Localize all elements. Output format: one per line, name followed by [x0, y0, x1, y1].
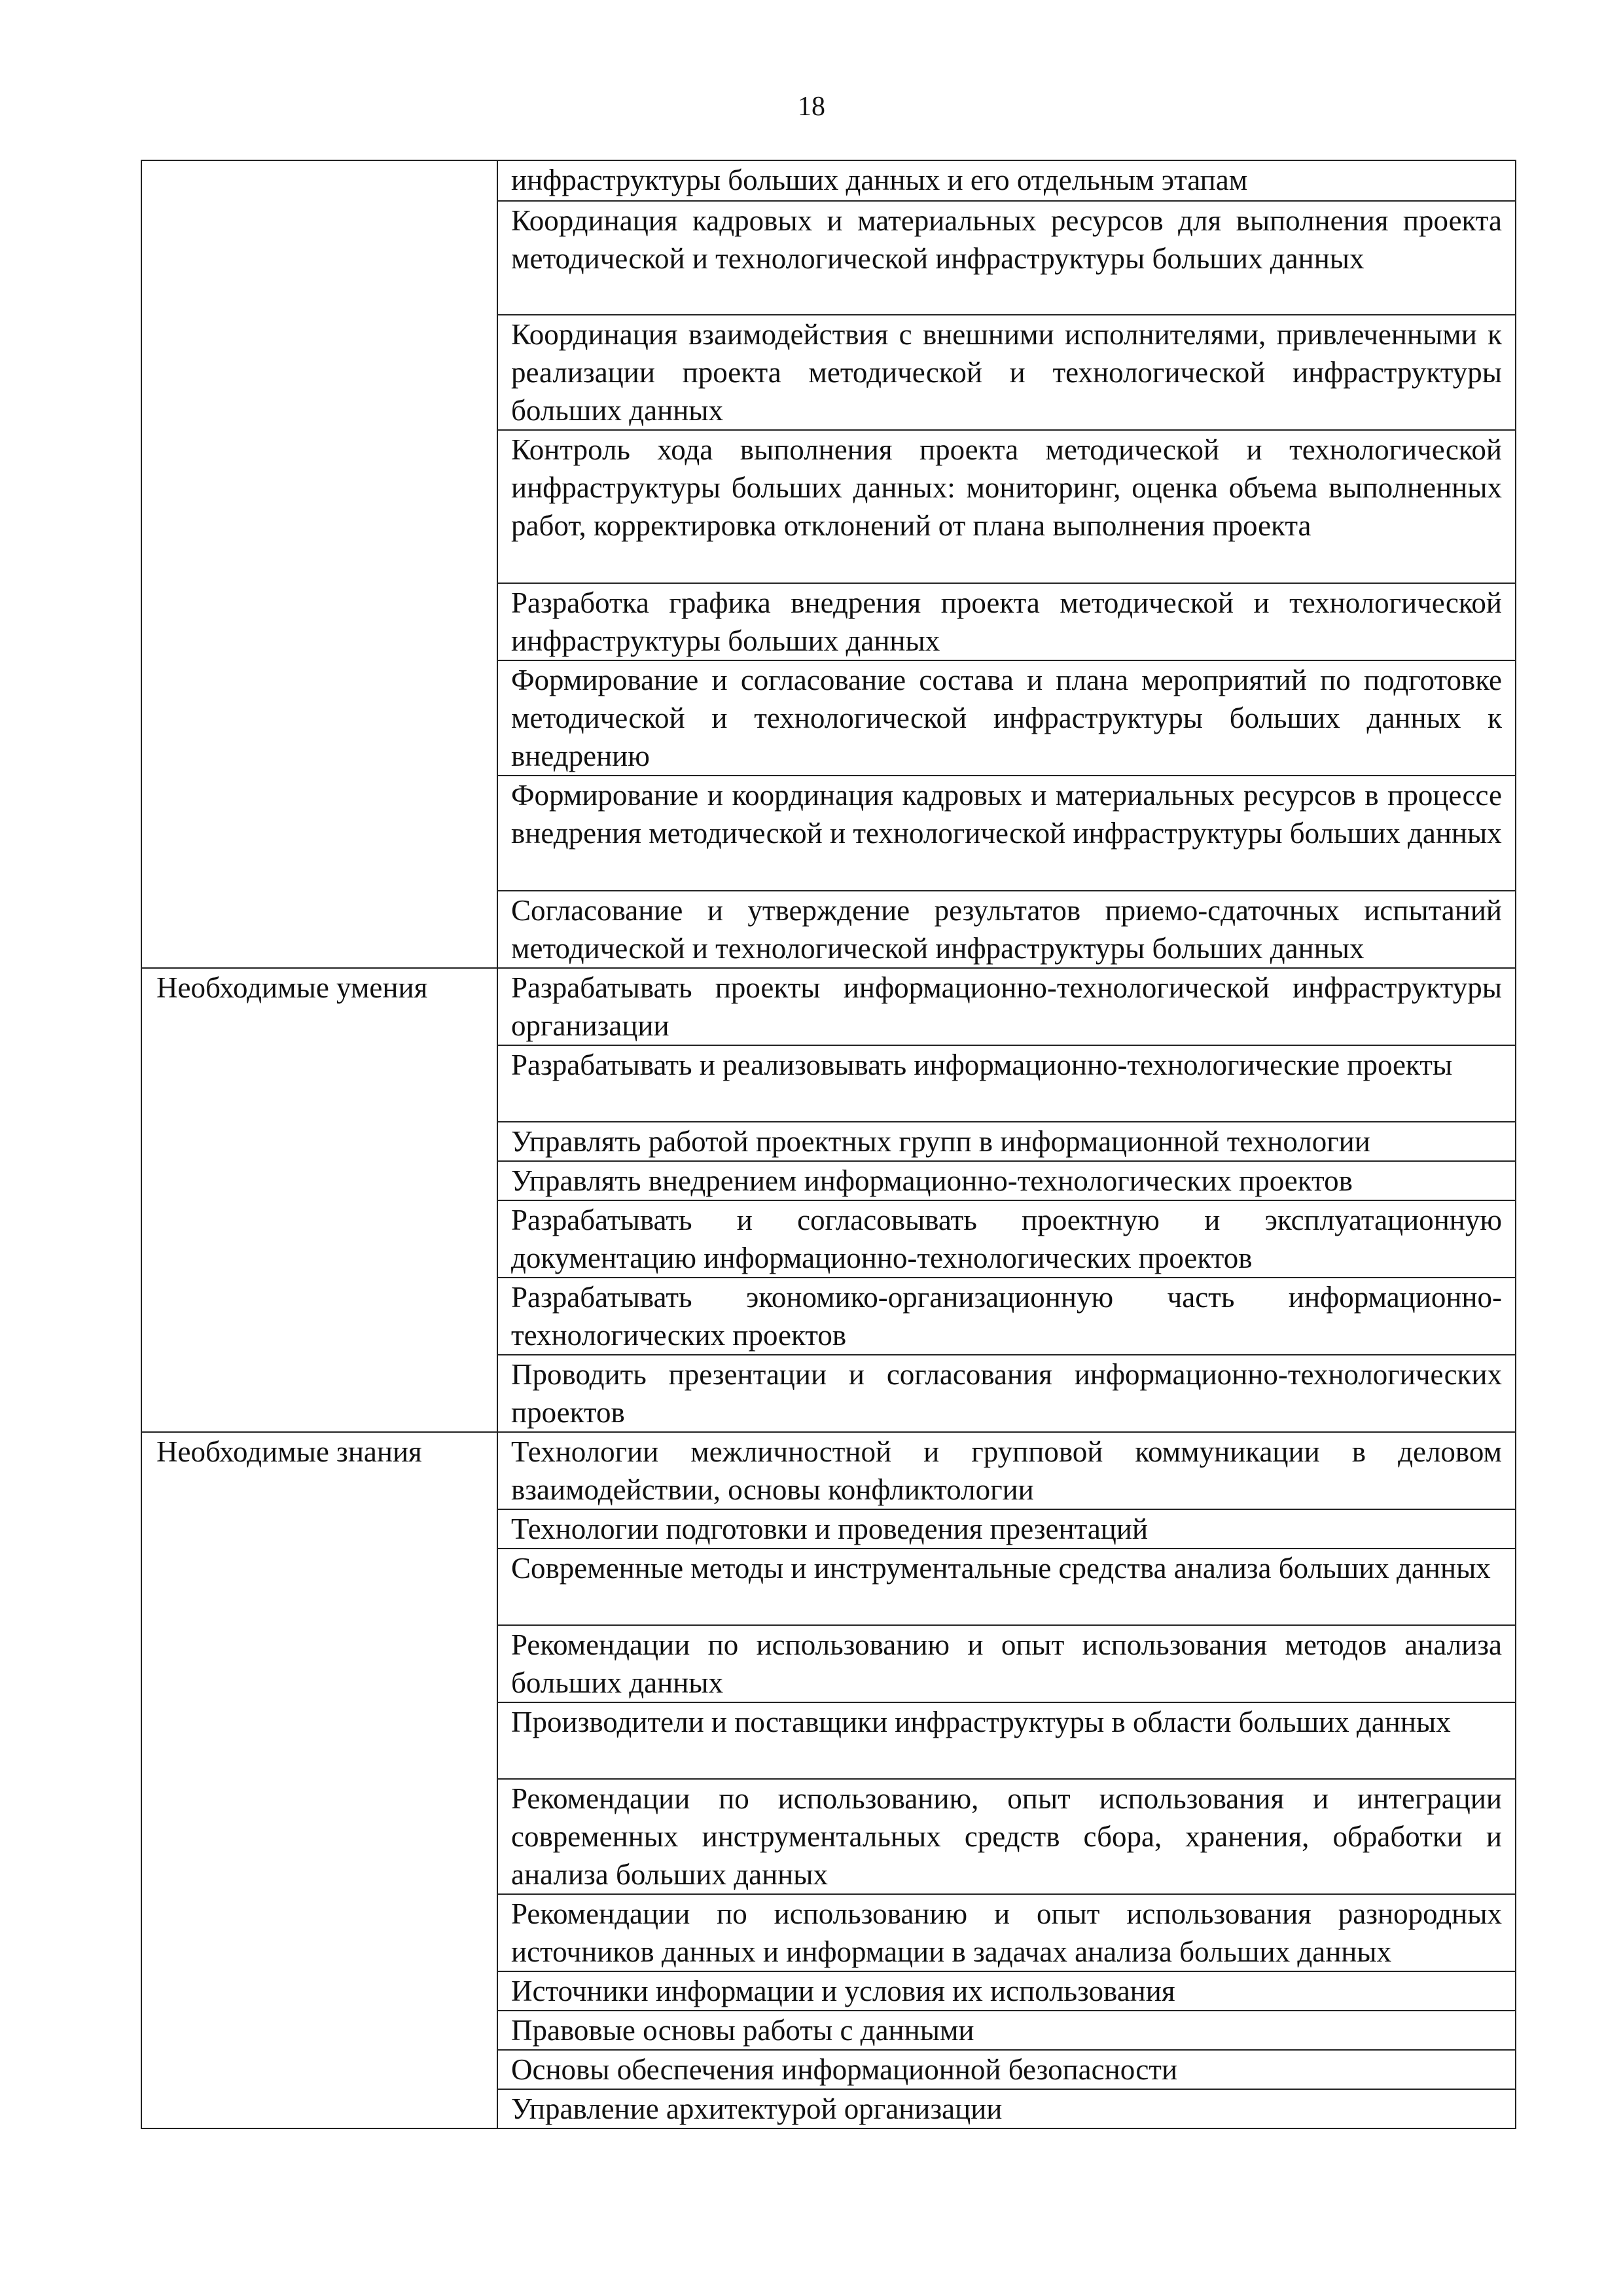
- item-text-cell: Управлять работой проектных групп в информационной технологии: [497, 1122, 1516, 1161]
- requirements-table: [141, 160, 1516, 2129]
- table-row: [141, 968, 1516, 1045]
- item-text-cell: Согласование и утверждение результатов приемо-сдаточных испытаний методической и технологической инфраструктуры больших данных: [497, 891, 1516, 968]
- section-label-cell: Необходимые знания: [141, 1432, 497, 2128]
- item-text-cell: Управлять внедрением информационно-технологических проектов: [497, 1161, 1516, 1200]
- item-text-cell: Правовые основы работы с данными: [497, 2011, 1516, 2050]
- item-text-cell: Разрабатывать и согласовывать проектную и эксплуатационную документацию информационно-технологических проектов: [497, 1200, 1516, 1278]
- item-text-cell: Технологии межличностной и групповой коммуникации в деловом взаимодействии, основы конфликтологии: [497, 1432, 1516, 1509]
- table-row: [141, 1432, 1516, 1509]
- item-text-cell: Разрабатывать проекты информационно-технологической инфраструктуры организации: [497, 968, 1516, 1045]
- requirements-table-body: [141, 160, 1516, 2128]
- item-text-cell: Формирование и координация кадровых и материальных ресурсов в процессе внедрения методической и технологической инфраструктуры больших данных: [497, 776, 1516, 891]
- table-row: [141, 160, 1516, 201]
- item-text-cell: Рекомендации по использованию и опыт использования разнородных источников данных и информации в задачах анализа больших данных: [497, 1894, 1516, 1971]
- item-text-cell: Современные методы и инструментальные средства анализа больших данных: [497, 1549, 1516, 1625]
- item-text-cell: Формирование и согласование состава и плана мероприятий по подготовке методической и технологической инфраструктуры больших данных к внедрению: [497, 660, 1516, 776]
- item-text-cell: Рекомендации по использованию и опыт использования методов анализа больших данных: [497, 1625, 1516, 1702]
- item-text-cell: Координация кадровых и материальных ресурсов для выполнения проекта методической и технологической инфраструктуры больших данных: [497, 201, 1516, 315]
- item-text-cell: Технологии подготовки и проведения презентаций: [497, 1509, 1516, 1549]
- section-label-cell: Необходимые умения: [141, 968, 497, 1432]
- item-text-cell: Разработка графика внедрения проекта методической и технологической инфраструктуры больших данных: [497, 583, 1516, 660]
- item-text-cell: Основы обеспечения информационной безопасности: [497, 2050, 1516, 2089]
- item-text-cell: Управление архитектурой организации: [497, 2089, 1516, 2128]
- item-text-cell: Рекомендации по использованию, опыт использования и интеграции современных инструментальных средств сбора, хранения, обработки и анализа больших данных: [497, 1779, 1516, 1894]
- item-text-cell: инфраструктуры больших данных и его отдельным этапам: [497, 160, 1516, 201]
- item-text-cell: Проводить презентации и согласования информационно-технологических проектов: [497, 1355, 1516, 1432]
- section-label-cell: [141, 160, 497, 968]
- item-text-cell: Производители и поставщики инфраструктуры в области больших данных: [497, 1702, 1516, 1779]
- item-text-cell: Источники информации и условия их использования: [497, 1971, 1516, 2011]
- page-number: 18: [798, 92, 825, 122]
- item-text-cell: Контроль хода выполнения проекта методической и технологической инфраструктуры больших данных: мониторинг, оценка объема выполненных работ, корректировка отклонений от плана выполнения проекта: [497, 430, 1516, 583]
- item-text-cell: Разрабатывать экономико-организационную часть информационно-технологических проектов: [497, 1278, 1516, 1355]
- item-text-cell: Разрабатывать и реализовывать информационно-технологические проекты: [497, 1045, 1516, 1122]
- item-text-cell: Координация взаимодействия с внешними исполнителями, привлеченными к реализации проекта методической и технологической инфраструктуры больших данных: [497, 315, 1516, 430]
